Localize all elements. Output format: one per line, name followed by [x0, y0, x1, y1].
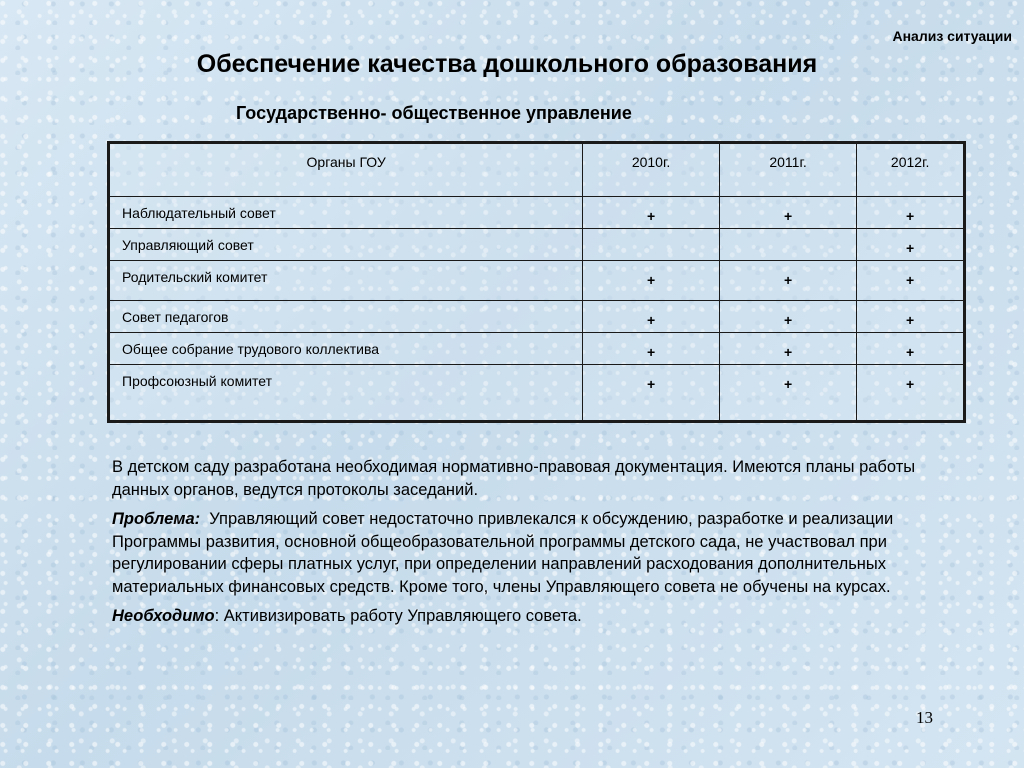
mark-cell-2010: + [583, 333, 720, 365]
mark-cell-2010 [583, 229, 720, 261]
mark-cell-2012: + [857, 301, 965, 333]
mark-cell-2011: + [719, 301, 857, 333]
table-header-row [109, 143, 965, 197]
governance-table [107, 141, 966, 423]
page-title: Обеспечение качества дошкольного образования [196, 50, 818, 78]
table-row [109, 229, 965, 261]
documentation-paragraph: В детском саду разработана необходимая нормативно-правовая документация. Имеются планы работы данных органов, ведутся протоколы заседаний. [112, 458, 916, 499]
analysis-text [112, 456, 962, 635]
body-name-cell: Совет педагогов [109, 301, 583, 333]
mark-cell-2010: + [583, 197, 720, 229]
mark-cell-2011: + [719, 365, 857, 422]
mark-cell-2010: + [583, 301, 720, 333]
mark-cell-2012: + [857, 229, 965, 261]
need-paragraph [112, 605, 962, 628]
need-label: Необходимо [112, 607, 215, 625]
table-row [109, 365, 965, 422]
mark-cell-2012: + [857, 333, 965, 365]
mark-cell-2012: + [857, 365, 965, 422]
mark-cell-2011: + [719, 333, 857, 365]
mark-cell-2011: + [719, 197, 857, 229]
problem-text: Управляющий совет недостаточно привлекался к обсуждению, разработке и реализации Программы развития, основной общеобразовательной программы детского сада, не участвовал при регулировании сферы платных услуг, при определении направлений расходования дополнительных материальных финансовых средств. Кроме того, члены Управляющего совета не обучены на курсах. [112, 510, 894, 596]
table-row [109, 333, 965, 365]
column-header-2010: 2010г. [583, 143, 720, 197]
body-name-cell: Общее собрание трудового коллектива [109, 333, 583, 365]
problem-paragraph [112, 508, 962, 598]
problem-label: Проблема: [112, 510, 201, 528]
mark-cell-2010: + [583, 261, 720, 301]
body-name-cell: Наблюдательный совет [109, 197, 583, 229]
mark-cell-2011 [719, 229, 857, 261]
column-header-2012: 2012г. [857, 143, 965, 197]
mark-cell-2012: + [857, 261, 965, 301]
section-label: Анализ ситуации [892, 28, 1012, 44]
table-row [109, 301, 965, 333]
column-header-2011: 2011г. [719, 143, 857, 197]
page-subtitle: Государственно- общественное управление [236, 103, 632, 123]
need-text: : Активизировать работу Управляющего совета. [214, 607, 582, 625]
mark-cell-2011: + [719, 261, 857, 301]
table-row [109, 197, 965, 229]
column-header-bodies: Органы ГОУ [109, 143, 583, 197]
page-number: 13 [916, 708, 933, 727]
mark-cell-2012: + [857, 197, 965, 229]
mark-cell-2010: + [583, 365, 720, 422]
body-name-cell: Родительский комитет [109, 261, 583, 301]
body-name-cell: Управляющий совет [109, 229, 583, 261]
table-row [109, 261, 965, 301]
body-name-cell: Профсоюзный комитет [109, 365, 583, 422]
